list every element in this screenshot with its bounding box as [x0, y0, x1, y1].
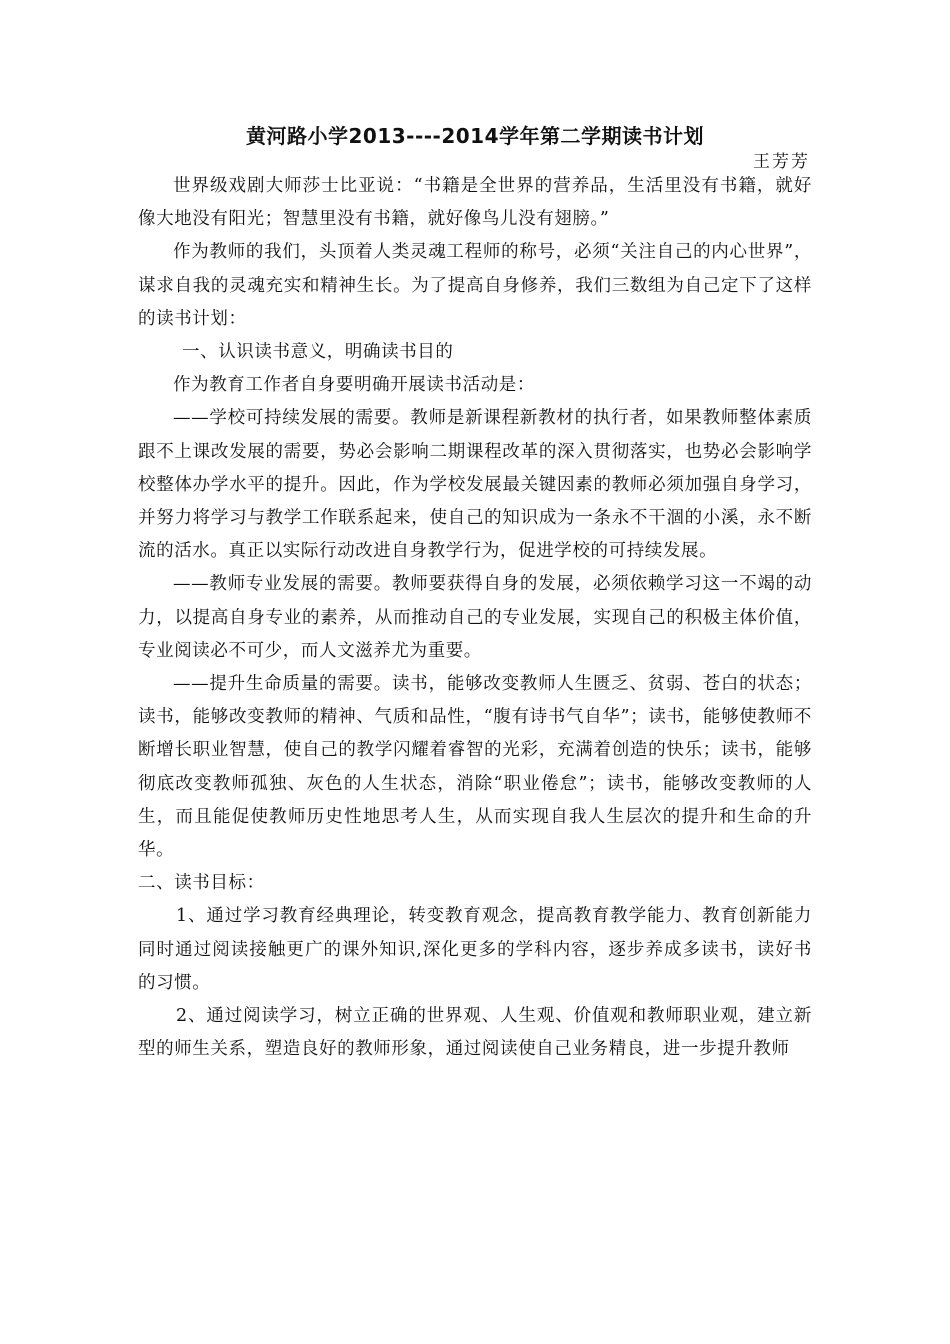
- paragraph-quote: 世界级戏剧大师莎士比亚说：“书籍是全世界的营养品，生活里没有书籍，就好像大地没有阳光；智慧里没有书籍，就好像鸟儿没有翅膀。”: [138, 176, 812, 230]
- paragraph-life-need: ——提升生命质量的需要。读书，能够改变教师人生匮乏、贫弱、苍白的状态；读书，能够改变教师的精神、气质和品性，“腹有诗书气自华”；读书，能够使教师不断增长职业智慧，使自己的教学闪耀着睿智的光彩，充满着创造的快乐；读书，能够彻底改变教师孤独、灰色的人生状态，消除“职业倦怠”；读书，能够改变教师的人生，而且能促使教师历史性地思考人生，从而实现自我人生层次的提升和生命的升华。: [138, 674, 812, 861]
- paragraph-intro: 作为教师的我们，头顶着人类灵魂工程师的称号，必须“关注自己的内心世界”，谋求自我的灵魂充实和精神生长。为了提高自身修养，我们三数组为自己定下了这样的读书计划：: [138, 242, 812, 329]
- page-title: 黄河路小学2013----2014学年第二学期读书计划: [245, 124, 705, 148]
- section-heading-two: 二、读书目标：: [138, 873, 265, 894]
- paragraph-school-need: ——学校可持续发展的需要。教师是新课程新教材的执行者，如果教师整体素质跟不上课改发展的需要，势必会影响二期课程改革的深入贯彻落实，也势必会影响学校整体办学水平的提升。因此，作为学校发展最关键因素的教师必须加强自身学习，并努力将学习与教学工作联系起来，使自己的知识成为一条永不干涸的小溪，永不断流的活水。真正以实际行动改进自身教学行为，促进学校的可持续发展。: [138, 408, 812, 562]
- paragraph-teacher-need: ——教师专业发展的需要。教师要获得自身的发展，必须依赖学习这一不竭的动力，以提高自身专业的素养，从而推动自己的专业发展，实现自己的积极主体价值，专业阅读必不可少，而人文滋养尤为重要。: [138, 574, 812, 661]
- section-heading-one: 一、认识读书意义，明确读书目的: [182, 342, 454, 363]
- paragraph-lead: 作为教育工作者自身要明确开展读书活动是：: [173, 375, 535, 396]
- document-body: [138, 170, 812, 1066]
- goal-item-2: 2、通过阅读学习，树立正确的世界观、人生观、价值观和教师职业观，建立新型的师生关系，塑造良好的教师形象，通过阅读使自己业务精良，进一步提升教师: [138, 1006, 812, 1060]
- author-name: 王芳芳: [753, 152, 810, 172]
- goal-item-1: 1、通过学习教育经典理论，转变教育观念，提高教育教学能力、教育创新能力同时通过阅读接触更广的课外知识,深化更多的学科内容，逐步养成多读书，读好书的习惯。: [138, 906, 812, 993]
